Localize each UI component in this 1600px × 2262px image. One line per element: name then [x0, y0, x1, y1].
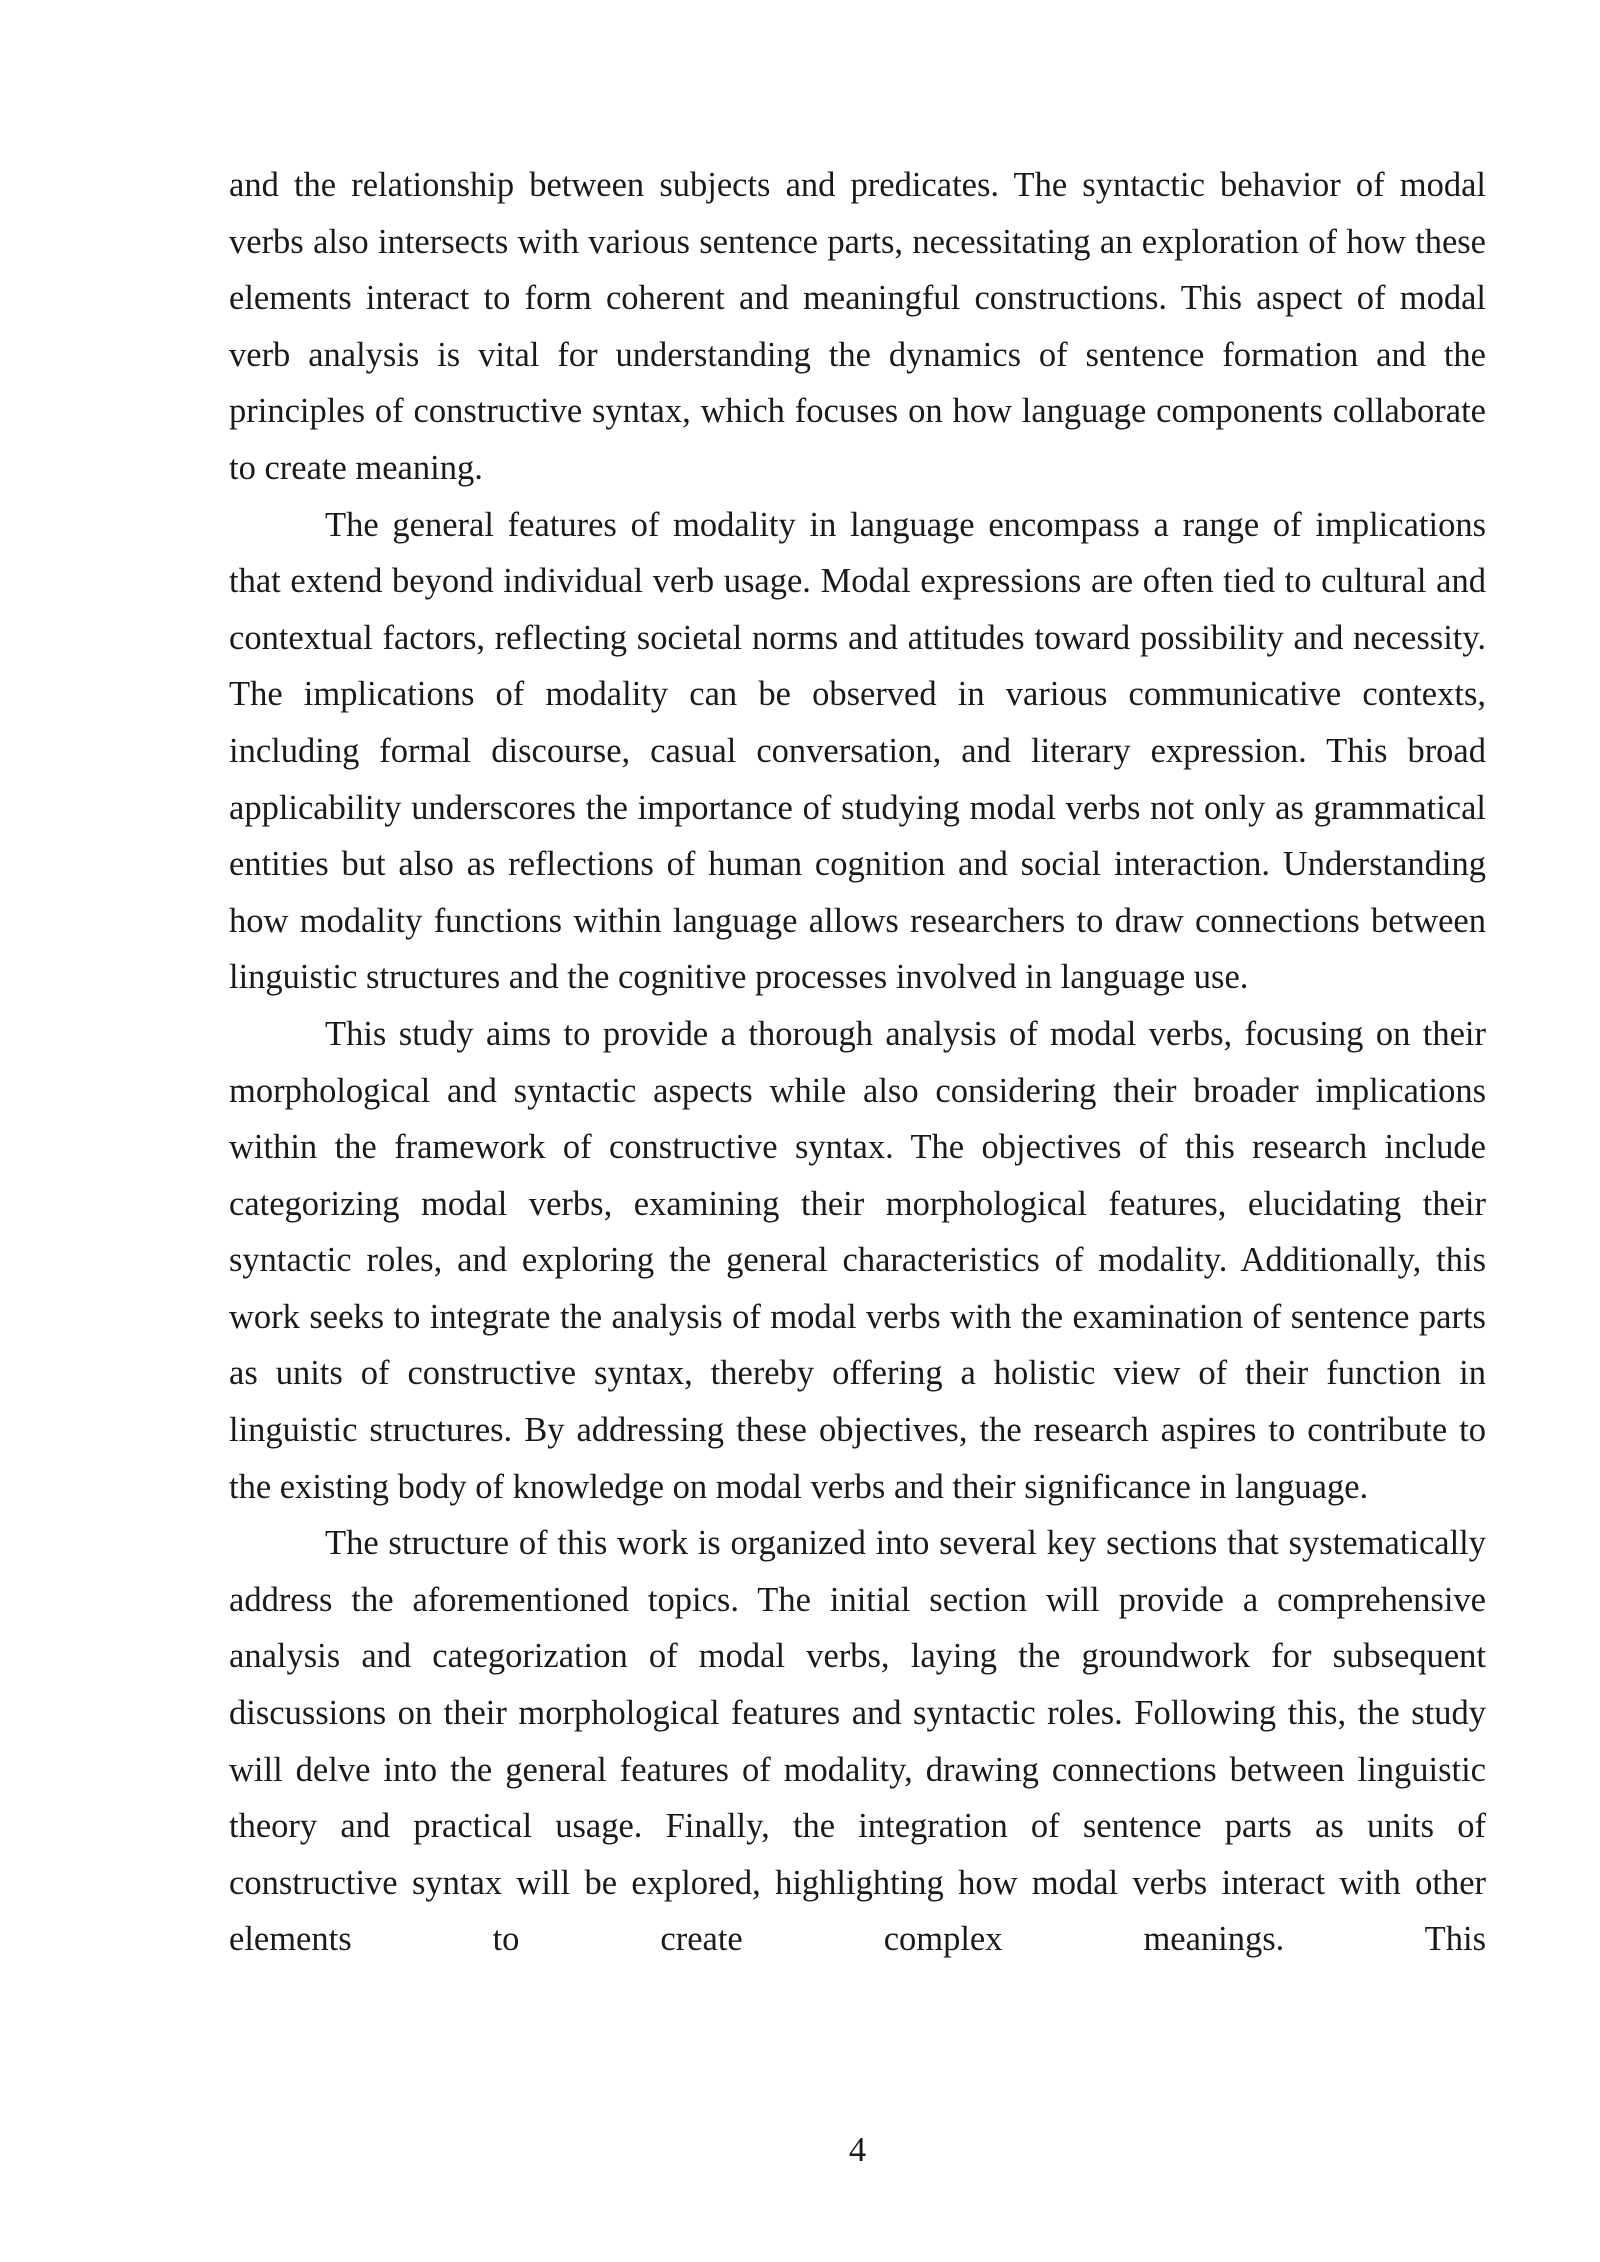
paragraph-continuation: and the relationship between subjects and predicates. The syntactic behavior of modal verbs also intersects with various sentence parts, necessitating an exploration of how these elements interact to form coherent and meaningful constructions. This aspect of modal verb analysis is vital for understanding the dynamics of sentence formation and the principles of constructive syntax, which focuses on how language components collaborate to create meaning. [229, 166, 1486, 487]
paragraph-modality-features: The general features of modality in language encompass a range of implications that extend beyond individual verb usage. Modal expressions are often tied to cultural and contextual factors, reflecting societal norms and attitudes toward possibility and necessity. The implications of modality can be observed in various communicative contexts, including formal discourse, casual conversation, and literary expression. This broad applicability underscores the importance of studying modal verbs not only as grammatical entities but also as reflections of human cognition and social interaction. Understanding how modality functions within language allows researchers to draw connections between linguistic structures and the cognitive processes involved in language use. [229, 505, 1486, 997]
paragraph-work-structure: The structure of this work is organized into several key sections that systematically address the aforementioned topics. The initial section will provide a comprehensive analysis and categorization of modal verbs, laying the groundwork for subsequent discussions on their morphological features and syntactic roles. Following this, the study will delve into the general features of modality, drawing connections between linguistic theory and practical usage. Finally, the integration of sentence parts as units of constructive syntax will be explored, highlighting how modal verbs interact with other elements to create complex meanings. This [229, 1524, 1486, 1959]
page-number: 4 [848, 2131, 867, 2169]
paragraph-study-aims: This study aims to provide a thorough analysis of modal verbs, focusing on their morphological and syntactic aspects while also considering their broader implications within the framework of constructive syntax. The objectives of this research include categorizing modal verbs, examining their morphological features, elucidating their syntactic roles, and exploring the general characteristics of modality. Additionally, this work seeks to integrate the analysis of modal verbs with the examination of sentence parts as units of constructive syntax, thereby offering a holistic view of their function in linguistic structures. By addressing these objectives, the research aspires to contribute to the existing body of knowledge on modal verbs and their significance in language. [229, 1014, 1486, 1506]
body-text [229, 157, 1486, 1968]
